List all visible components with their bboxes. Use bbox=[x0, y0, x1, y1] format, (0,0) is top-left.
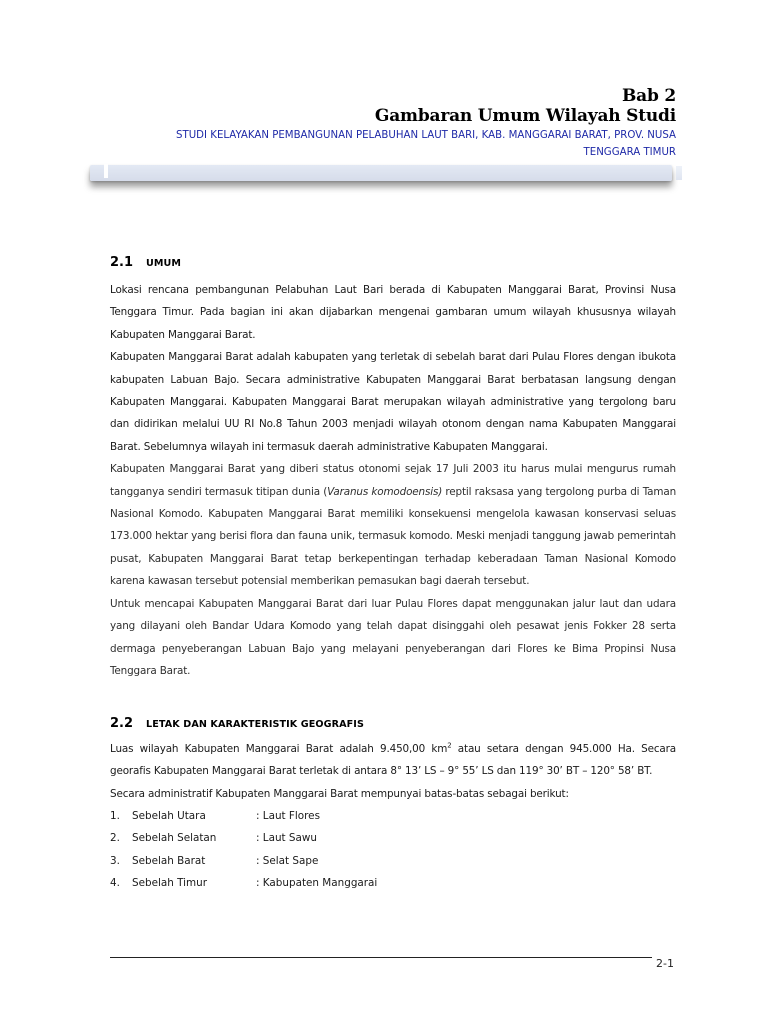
paragraph-3-start: Kabupaten Manggarai Barat yang diberi status otonomi sejak 17 Juli 2003 itu harus mulai mengurus rumah tangganya sendiri termasuk titipan dunia ( bbox=[110, 463, 676, 498]
header-decorative-bar bbox=[90, 165, 672, 181]
list-item-number: 3. bbox=[110, 854, 120, 867]
paragraph-1: Lokasi rencana pembangunan Pelabuhan Laut Bari berada di Kabupaten Manggarai Barat, Provinsi Nusa Tenggara Timur. Pada bagian ini akan dijabarkan mengenai gambaran umum wilayah khususnya wilayah Kabupaten Manggarai Barat. bbox=[110, 284, 676, 341]
paragraph-3-end: reptil raksasa yang tergolong purba di Taman Nasional Komodo. Kabupaten Manggarai Barat memiliki konsekuensi mengelola kawasan konservasi seluas 173.000 hektar yang berisi flora dan fauna unik, termasuk komodo. Meski menjadi tanggung jawab pemerintah pusat, Kabupaten Manggarai Barat tetap berkepentingan terhadap keberadaan Taman Nasional Komodo karena kawasan tersebut potensial memberikan pemasukan bagi daerah tersebut. bbox=[110, 485, 677, 588]
list-item-value: : Selat Sape bbox=[256, 854, 319, 867]
paragraph-area-start: Luas wilayah Kabupaten Manggarai Barat adalah 9.450,00 km bbox=[110, 743, 448, 755]
species-name: Varanus komodoensis) bbox=[327, 485, 443, 498]
chapter-title: Gambaran Umum Wilayah Studi bbox=[374, 106, 676, 126]
section-number: 2.2 bbox=[110, 716, 134, 731]
section-heading-2-1 bbox=[110, 251, 181, 270]
footer-rule bbox=[110, 957, 652, 958]
list-item-number: 1. bbox=[110, 810, 120, 822]
header-bar-right-cap bbox=[676, 166, 682, 180]
list-item-number: 2. bbox=[110, 832, 120, 845]
chapter-subtitle-line-2: TENGGARA TIMUR bbox=[583, 147, 676, 158]
paragraph-2: Kabupaten Manggarai Barat adalah kabupaten yang terletak di sebelah barat dari Pulau Flores dengan ibukota kabupaten Labuan Bajo. Secara administrative Kabupaten Manggarai Barat berbatasan langsung dengan Kabupaten Manggarai. Kabupaten Manggarai Barat merupakan wilayah administrative yang tergolong baru dan didirikan melalui UU RI No.8 Tahun 2003 menjadi wilayah otonom dengan nama Kabupaten Manggarai Barat. Sebelumnya wilayah ini termasuk daerah administrative Kabupaten Manggarai. bbox=[110, 351, 676, 453]
list-item-direction: Sebelah Barat bbox=[132, 854, 206, 867]
paragraph-area-end: atau setara dengan 945.000 Ha. Secara georafis Kabupaten Manggarai Barat terletak di antara 8° 13’ LS – 9° 55’ LS dan 119° 30’ BT – 120° 58’ BT. bbox=[110, 743, 676, 778]
list-item-direction: Sebelah Utara bbox=[132, 810, 206, 822]
list-item-value: : Laut Sawu bbox=[256, 832, 317, 845]
paragraph-area bbox=[110, 738, 676, 783]
list-item bbox=[110, 872, 510, 894]
section-heading-2-2 bbox=[110, 712, 364, 731]
section-title: UMUM bbox=[146, 258, 182, 269]
list-item-direction: Sebelah Timur bbox=[132, 877, 208, 890]
chapter-number: Bab 2 bbox=[621, 86, 676, 106]
chapter-subtitle-line-1: STUDI KELAYAKAN PEMBANGUNAN PELABUHAN LAUT BARI, KAB. MANGGARAI BARAT, PROV. NUSA bbox=[176, 130, 676, 141]
paragraph-3 bbox=[110, 458, 676, 592]
list-item bbox=[110, 805, 510, 827]
paragraph-4: Untuk mencapai Kabupaten Manggarai Barat dari luar Pulau Flores dapat menggunakan jalur laut dan udara yang dilayani oleh Bandar Udara Komodo yang telah dapat disinggahi oleh pesawat jenis Fokker 28 serta dermaga penyeberangan Labuan Bajo yang melayani penyeberangan dari Flores ke Bima Propinsi Nusa Tenggara Barat. bbox=[110, 597, 676, 677]
superscript-2: 2 bbox=[447, 741, 452, 750]
page-number: 2-1 bbox=[656, 957, 674, 970]
section-number: 2.1 bbox=[110, 255, 134, 270]
list-item-direction: Sebelah Selatan bbox=[132, 832, 217, 845]
section-title: LETAK DAN KARAKTERISTIK GEOGRAFIS bbox=[146, 719, 364, 730]
section-2-1-body bbox=[110, 279, 676, 682]
chapter-subtitle bbox=[116, 127, 676, 161]
list-item bbox=[110, 827, 510, 849]
list-item-value: : Kabupaten Manggarai bbox=[256, 877, 378, 890]
paragraph-borders-intro: Secara administratif Kabupaten Manggarai Barat mempunyai batas-batas sebagai berikut: bbox=[110, 787, 569, 800]
list-item-value: : Laut Flores bbox=[256, 810, 320, 822]
header-bar-left-cap bbox=[104, 164, 108, 178]
border-list bbox=[110, 805, 510, 895]
list-item bbox=[110, 850, 510, 872]
list-item-number: 4. bbox=[110, 877, 120, 890]
section-2-2-body bbox=[110, 738, 676, 805]
chapter-header bbox=[116, 86, 676, 161]
